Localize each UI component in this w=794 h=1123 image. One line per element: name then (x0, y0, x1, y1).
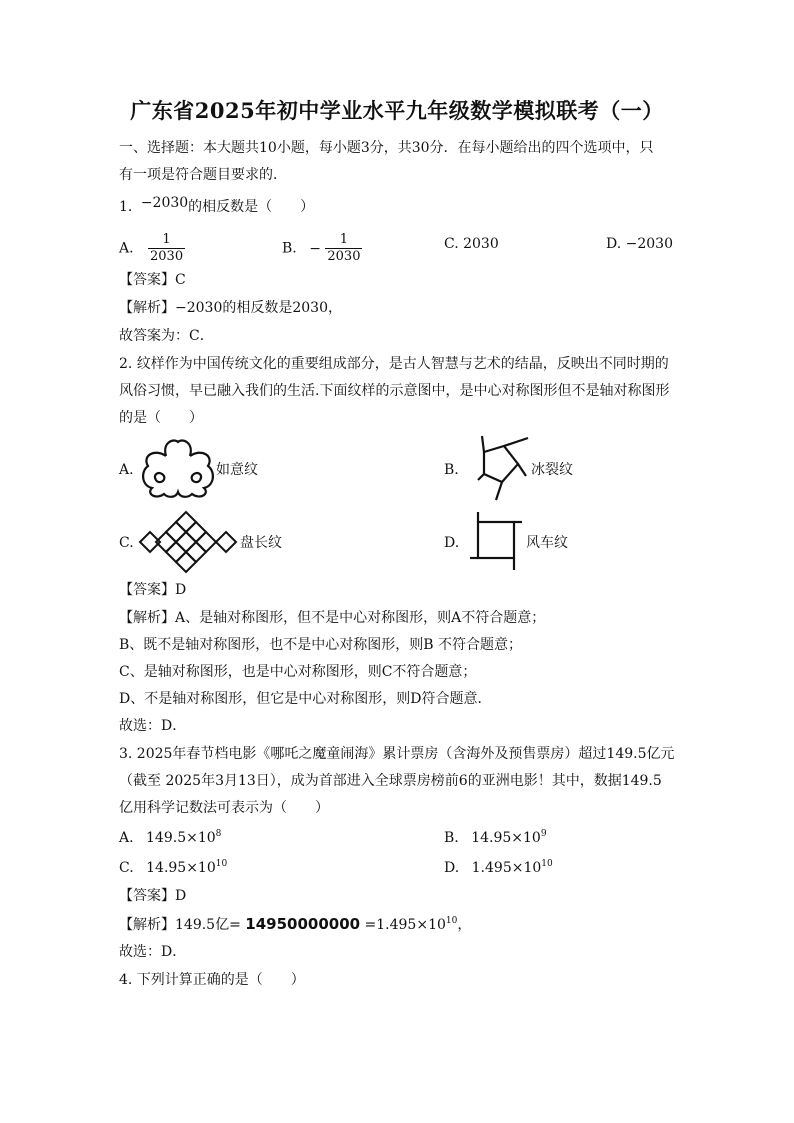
option-label: A. (119, 240, 134, 257)
q1-stem-tail: 的相反数是（ ） (188, 199, 315, 215)
q1-option-c: C. 2030 (444, 236, 499, 252)
option-label: B. (282, 240, 297, 257)
q2-option-c-label: C. (119, 535, 134, 551)
q2-conclusion: 故选：D． (119, 718, 187, 734)
q3-option-c (119, 858, 227, 878)
q1-option-d: D. −2030 (606, 236, 673, 252)
option-label: C. (119, 860, 134, 876)
analysis-label: 【解析】 (119, 300, 175, 316)
q2-option-a-label: A. (119, 462, 134, 478)
q2-analysis-line4: D、不是轴对称图形，但它是中心对称图形，则D符合题意． (119, 691, 492, 707)
q1-stem (119, 197, 314, 217)
q1-answer: 【答案】C (119, 272, 186, 288)
option-base: 14.95×10 (146, 860, 216, 876)
page-title: 广东省2025年初中学业水平九年级数学模拟联考（一） (130, 98, 664, 123)
q3-option-b (444, 828, 547, 848)
minus-sign: − (309, 240, 321, 257)
analysis-tail: ， (457, 917, 472, 933)
endless-knot-pattern-figure (140, 512, 240, 572)
option-exponent: 8 (215, 829, 222, 839)
q2-option-d-caption: 风车纹 (526, 535, 568, 551)
q1-option-a (119, 232, 185, 265)
analysis-text: 的相反数是2030， (222, 300, 342, 316)
numerator: 1 (162, 232, 171, 247)
q2-answer: 【答案】D (119, 582, 187, 598)
option-exponent: 10 (215, 859, 228, 869)
analysis-expression: −2030 (175, 300, 223, 316)
q3-stem-line3: 亿用科学记数法可表示为（ ） (119, 800, 329, 816)
option-base: 149.5×10 (146, 830, 216, 846)
numerator: 1 (339, 232, 349, 247)
q1-option-a-fraction (148, 232, 185, 265)
option-label: B. (444, 830, 459, 846)
denominator: 2030 (150, 249, 184, 264)
analysis-exponent: 10 (445, 916, 458, 926)
q2-option-b-caption: 冰裂纹 (531, 462, 573, 478)
q3-stem-line2: （截至 2025年3月13日），成为首部进入全球票房榜前6的亚洲电影！其中，数据149.5 (119, 773, 662, 789)
q2-option-d-label: D. (444, 535, 460, 551)
q1-analysis (119, 298, 342, 318)
analysis-equation: =1.495×10 (364, 917, 446, 933)
q3-conclusion: 故选：D． (119, 944, 187, 960)
windmill-pattern-figure (470, 510, 522, 572)
option-label: D. (444, 860, 460, 876)
option-base: 1.495×10 (471, 860, 542, 876)
analysis-prefix: 【解析】149.5亿= (119, 917, 241, 933)
q3-analysis (119, 914, 471, 935)
analysis-big-number: 14950000000 (245, 915, 361, 933)
q3-option-d (444, 858, 553, 878)
q2-stem-line2: 风俗习惯，早已融入我们的生活.下面纹样的示意图中，是中心对称图形但不是轴对称图形 (119, 383, 670, 399)
q1-expression: −2030 (140, 195, 189, 211)
q1-option-b-fraction (325, 232, 362, 265)
q2-option-a-caption: 如意纹 (216, 462, 258, 478)
q3-stem-line1: 3. 2025年春节档电影《哪吒之魔童闹海》累计票房（含海外及预售票房）超过149.5亿元 (119, 746, 675, 762)
q2-analysis-line3: C、是轴对称图形，也是中心对称图形，则C不符合题意； (119, 664, 477, 680)
q2-option-c-caption: 盘长纹 (240, 535, 282, 551)
q1-option-b (282, 232, 362, 265)
q2-stem-line1: 2. 纹样作为中国传统文化的重要组成部分，是古人智慧与艺术的结晶，反映出不同时期的 (119, 356, 669, 372)
q2-stem-line3: 的是（ ） (119, 410, 203, 426)
option-label: A. (119, 830, 134, 846)
option-base: 14.95×10 (471, 830, 541, 846)
ice-crack-pattern-figure (470, 434, 530, 502)
q1-number: 1. (119, 199, 133, 215)
option-exponent: 10 (541, 859, 553, 869)
section-instructions-line2: 有一项是符合题目要求的． (119, 167, 287, 183)
ruyi-pattern-figure (136, 436, 216, 502)
q1-conclusion: 故答案为：C． (119, 328, 214, 344)
denominator: 2030 (327, 249, 361, 264)
q3-answer: 【答案】D (119, 888, 187, 904)
q2-option-b-label: B. (444, 462, 459, 478)
option-exponent: 9 (540, 829, 547, 839)
q2-analysis-line2: B、既不是轴对称图形，也不是中心对称图形，则B 不符合题意； (119, 637, 523, 653)
q2-analysis-line1: 【解析】A、是轴对称图形，但不是中心对称图形，则A不符合题意； (119, 610, 546, 626)
q3-option-a (119, 828, 221, 848)
q4-stem-line1: 4. 下列计算正确的是（ ） (119, 972, 305, 988)
section-instructions-line1: 一、选择题：本大题共10小题，每小题3分，共30分．在每小题给出的四个选项中，只 (119, 140, 654, 156)
